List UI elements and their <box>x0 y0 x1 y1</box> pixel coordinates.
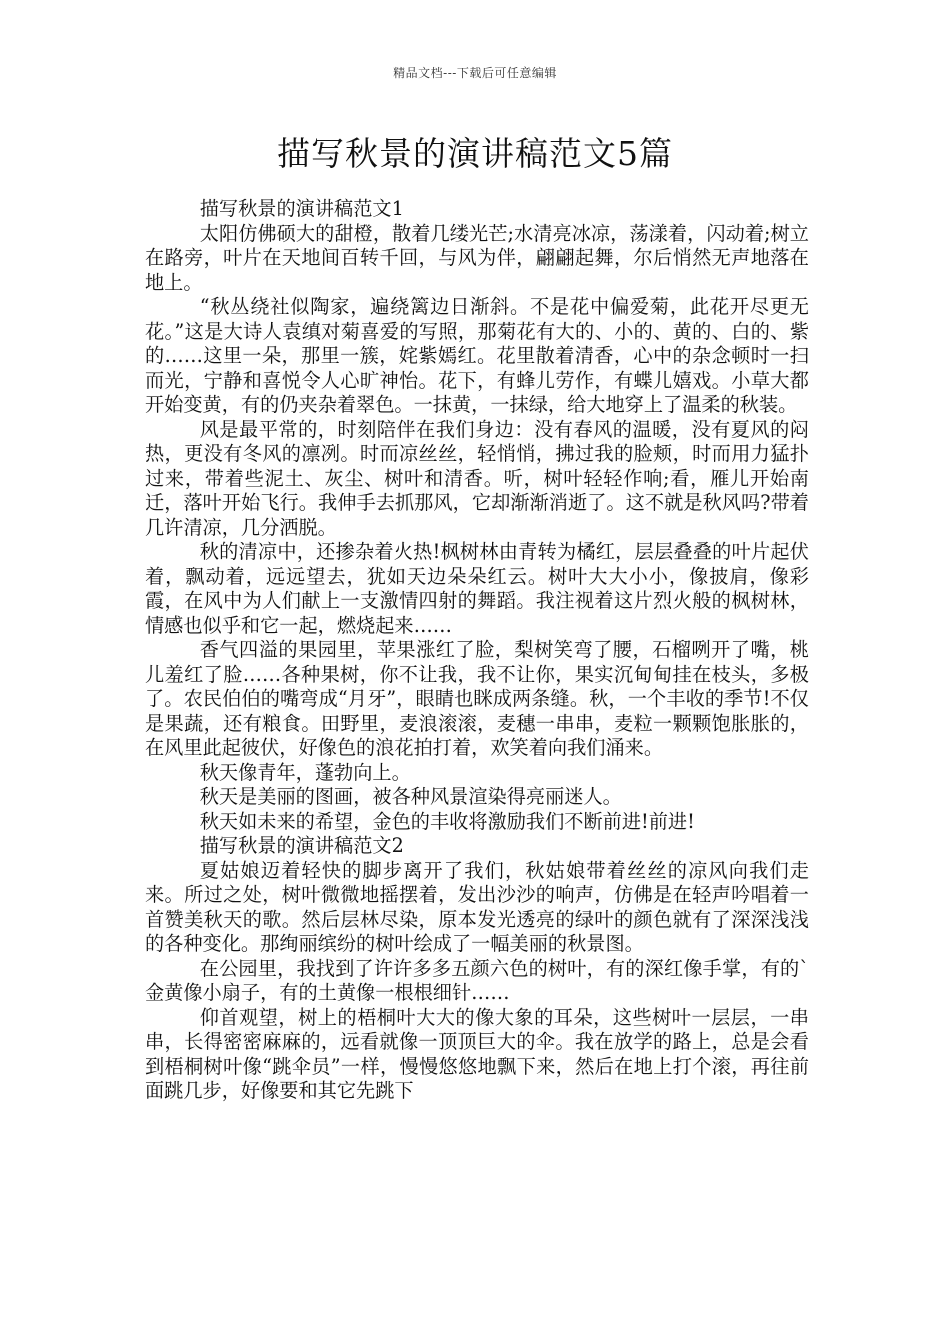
header-note: 精品文档---下载后可任意编辑 <box>393 66 557 80</box>
paragraph: 在公园里，我找到了许许多多五颜六色的树叶，有的深红像手掌，有的`金黄像小扇子，有的土黄像一根根细针…… <box>145 956 809 1004</box>
paragraph: 夏姑娘迈着轻快的脚步离开了我们，秋姑娘带着丝丝的凉风向我们走来。所过之处，树叶微微地摇摆着，发出沙沙的响声，仿佛是在轻声吟唱着一首赞美秋天的歌。然后层林尽染，原本发光透亮的绿叶的颜色就有了深深浅浅的各种变化。那绚丽缤纷的树叶绘成了一幅美丽的秋景图。 <box>145 858 809 955</box>
paragraph: 太阳仿佛硕大的甜橙，散着几缕光芒;水清亮冰凉，荡漾着，闪动着;树立在路旁，叶片在天地间百转千回，与风为伴，翩翩起舞，尔后悄然无声地落在地上。 <box>145 221 809 294</box>
paragraph: 秋天是美丽的图画，被各种风景渲染得亮丽迷人。 <box>199 785 622 808</box>
paragraph: 风是最平常的，时刻陪伴在我们身边：没有春风的温暖，没有夏风的闷热，更没有冬风的凛冽。时而凉丝丝，轻悄悄，拂过我的脸颊，时而用力猛扑过来，带着些泥土、灰尘、树叶和清香。听，树叶轻轻作响;看，雁儿开始南迁，落叶开始飞行。我伸手去抓那风，它却渐渐消逝了。这不就是秋风吗?带着几许清凉，几分洒脱。 <box>145 417 809 539</box>
paragraph: 仰首观望，树上的梧桐叶大大的像大象的耳朵，这些树叶一层层，一串串，长得密密麻麻的，远看就像一顶顶巨大的伞。我在放学的路上，总是会看到梧桐树叶像“跳伞员”一样，慢慢悠悠地飘下来，然后在地上打个滚，再往前面跳几步，好像要和其它先跳下 <box>145 1005 809 1102</box>
paragraph: 香气四溢的果园里，苹果涨红了脸，梨树笑弯了腰，石榴咧开了嘴，桃儿羞红了脸……各种果树，你不让我，我不让你，果实沉甸甸挂在枝头，多极了。农民伯伯的嘴弯成“月牙”，眼睛也眯成两条缝。秋，一个丰收的季节!不仅是果蔬，还有粮食。田野里，麦浪滚滚，麦穗一串串，麦粒一颗颗饱胀胀的，在风里此起彼伏，好像色的浪花拍打着，欢笑着向我们涌来。 <box>145 638 809 759</box>
section-heading-2: 描写秋景的演讲稿范文2 <box>199 834 404 857</box>
paragraph: “秋丛绕社似陶家，遍绕篱边日渐斜。不是花中偏爱菊，此花开尽更无花。”这是大诗人袁缜对菊喜爱的写照，那菊花有大的、小的、黄的、白的、紫的……这里一朵，那里一簇，姹紫嫣红。花里散着清香，心中的杂念顿时一扫而光，宁静和喜悦令人心旷神怡。花下，有蜂儿劳作，有蝶儿嬉戏。小草大都开始变黄，有的仍夹杂着翠色。一抹黄，一抹绿，给大地穿上了温柔的秋装。 <box>145 295 809 416</box>
paragraph: 秋的清凉中，还掺杂着火热!枫树林由青转为橘红，层层叠叠的叶片起伏着，飘动着，远远望去，犹如天边朵朵红云。树叶大大小小，像披肩，像彩霞，在风中为人们献上一支激情四射的舞蹈。我注视着这片烈火般的枫树林，情感也似乎和它一起，燃烧起来…… <box>145 540 809 637</box>
paragraph: 秋天像青年，蓬勃向上。 <box>199 760 411 784</box>
document-body <box>145 197 809 1104</box>
section-heading-1: 描写秋景的演讲稿范文1 <box>199 197 404 220</box>
paragraph: 秋天如未来的希望，金色的丰收将激励我们不断前进!前进! <box>199 809 695 833</box>
page-title: 描写秋景的演讲稿范文5篇 <box>277 134 673 173</box>
